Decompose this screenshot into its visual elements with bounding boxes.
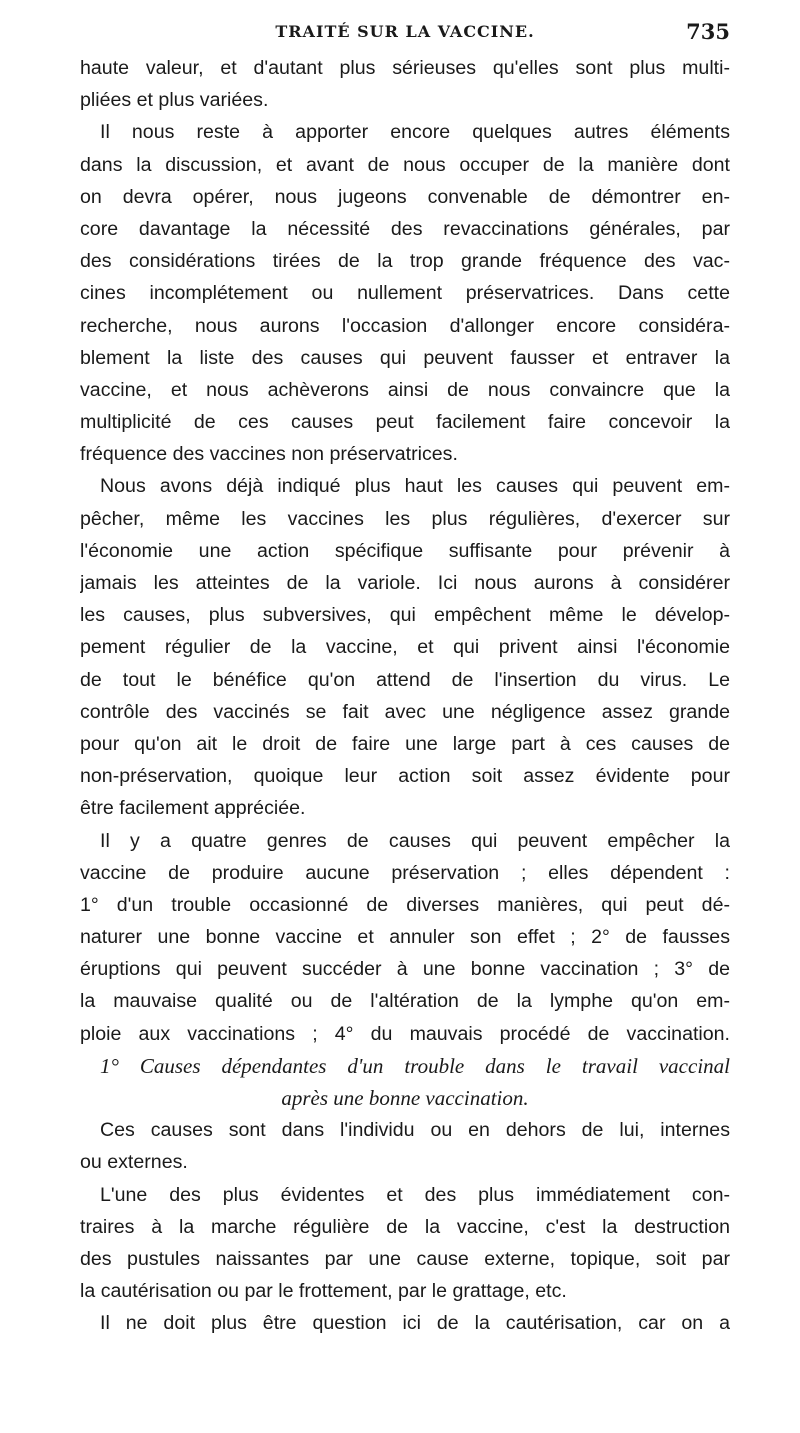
text-line: contrôle des vaccinés se fait avec une négligence assez grande bbox=[80, 700, 730, 723]
text-line: haute valeur, et d'autant plus sérieuses qu'elles sont plus multi- bbox=[80, 57, 730, 79]
text-line: Il ne doit plus être question ici de la cautérisation, car on a bbox=[100, 1312, 730, 1335]
text-line: multiplicité de ces causes peut facilement faire concevoir la bbox=[80, 411, 730, 434]
text-line: vaccine, et nous achèverons ainsi de nous convaincre que la bbox=[80, 378, 730, 401]
running-title: TRAITÉ SUR LA VACCINE. bbox=[275, 22, 535, 41]
text-line: fréquence des vaccines non préservatrices. bbox=[80, 443, 458, 466]
text-line: 1° d'un trouble occasionné de diverses manières, qui peut dé- bbox=[80, 893, 730, 916]
text-line: Il y a quatre genres de causes qui peuvent empêcher la bbox=[100, 829, 730, 852]
text-line: traires à la marche régulière de la vaccine, c'est la destruction bbox=[80, 1215, 730, 1238]
text-line: la cautérisation ou par le frottement, par le grattage, etc. bbox=[80, 1280, 567, 1303]
text-line: des pustules naissantes par une cause externe, topique, soit par bbox=[80, 1247, 730, 1270]
text-line: L'une des plus évidentes et des plus immédiatement con- bbox=[100, 1183, 730, 1206]
text-line: Il nous reste à apporter encore quelques autres éléments bbox=[100, 121, 730, 144]
text-line: naturer une bonne vaccine et annuler son effet ; 2° de fausses bbox=[80, 926, 730, 949]
text-line: ou externes. bbox=[80, 1151, 188, 1174]
section-heading: 1° Causes dépendantes d'un trouble dans le travail vaccinal bbox=[100, 1053, 730, 1078]
text-line: pêcher, même les vaccines les plus régulières, d'exercer sur bbox=[80, 507, 730, 530]
text-line: Ces causes sont dans l'individu ou en dehors de lui, internes bbox=[100, 1119, 730, 1142]
page-number: 735 bbox=[686, 19, 730, 44]
text-line: pour qu'on ait le droit de faire une large part à ces causes de bbox=[80, 732, 730, 755]
text-line: pement régulier de la vaccine, et qui privent ainsi l'économie bbox=[80, 636, 730, 659]
text-line: de tout le bénéfice qu'on attend de l'insertion du virus. Le bbox=[80, 668, 730, 691]
text-line: recherche, nous aurons l'occasion d'allonger encore considéra- bbox=[80, 314, 730, 337]
text-line: éruptions qui peuvent succéder à une bonne vaccination ; 3° de bbox=[80, 958, 730, 981]
running-head bbox=[80, 14, 730, 50]
text-line: cines incomplétement ou nullement préservatrices. Dans cette bbox=[80, 282, 730, 305]
section-heading-continuation: après une bonne vaccination. bbox=[281, 1086, 529, 1110]
text-line: dans la discussion, et avant de nous occuper de la manière dont bbox=[80, 153, 730, 176]
text-line: non-préservation, quoique leur action soit assez évidente pour bbox=[80, 765, 730, 788]
text-line: pliées et plus variées. bbox=[80, 89, 269, 112]
text-line: ploie aux vaccinations ; 4° du mauvais procédé de vaccination. bbox=[80, 1022, 730, 1045]
text-line: être facilement appréciée. bbox=[80, 797, 306, 820]
body-text bbox=[80, 52, 730, 1340]
text-line: jamais les atteintes de la variole. Ici nous aurons à considérer bbox=[80, 572, 730, 594]
text-line: la mauvaise qualité ou de l'altération de la lymphe qu'on em- bbox=[80, 990, 730, 1013]
text-line: les causes, plus subversives, qui empêchent même le dévelop- bbox=[80, 604, 730, 627]
text-line: vaccine de produire aucune préservation ; elles dépendent : bbox=[80, 861, 730, 884]
text-line: Nous avons déjà indiqué plus haut les causes qui peuvent em- bbox=[100, 475, 730, 498]
text-line: l'économie une action spécifique suffisante pour prévenir à bbox=[80, 539, 730, 562]
text-line: blement la liste des causes qui peuvent fausser et entraver la bbox=[80, 346, 730, 369]
text-line: on devra opérer, nous jugeons convenable de démontrer en- bbox=[80, 185, 730, 208]
text-line: des considérations tirées de la trop grande fréquence des vac- bbox=[80, 250, 730, 273]
text-line: core davantage la nécessité des revaccinations générales, par bbox=[80, 217, 730, 240]
